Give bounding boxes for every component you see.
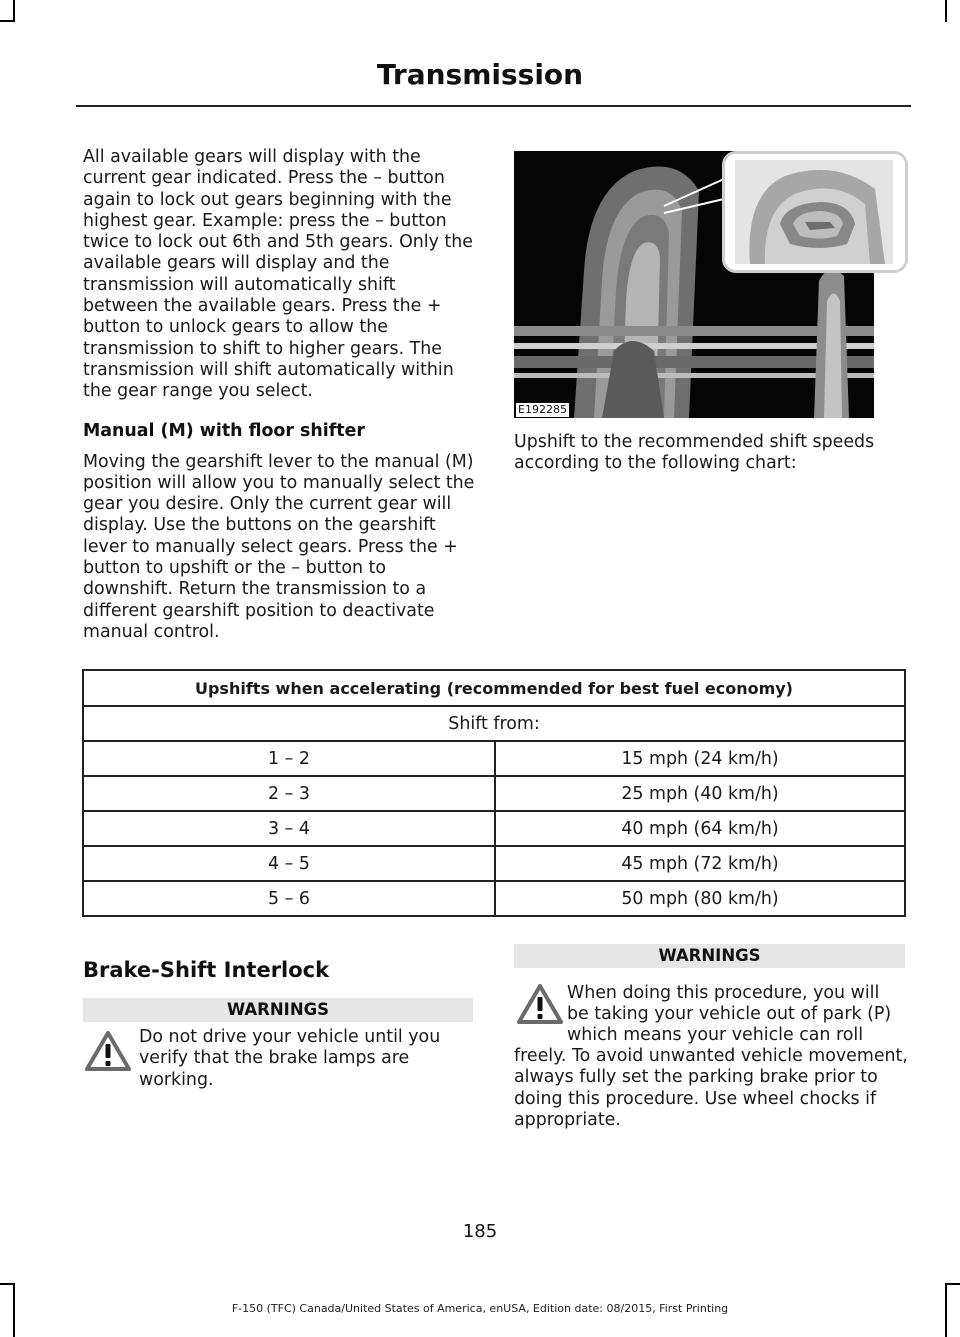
- page-number: 185: [462, 1221, 498, 1242]
- paragraph-upshift-chart-intro: Upshift to the recommended shift speeds according to the following chart:: [514, 432, 875, 474]
- warnings-header-left: WARNINGS: [83, 998, 473, 1022]
- figure-label: E192285: [518, 403, 567, 416]
- shift-button-detail-drawing: [725, 154, 905, 270]
- table-cell-range: 5 – 6: [83, 881, 495, 916]
- table-row: [83, 811, 905, 846]
- page-title: Transmission: [376, 58, 584, 91]
- warning-text-brake-lamps: Do not drive your vehicle until you verify that the brake lamps are working.: [139, 1027, 441, 1090]
- table-row: [83, 741, 905, 776]
- crop-mark-top-left-h: [0, 20, 15, 22]
- table-cell-range: 1 – 2: [83, 741, 495, 776]
- paragraph-gear-lockout: All available gears will display with the current gear indicated. Press the – button again to lock out gears beginning with the highest gear. Example: press the – button twice to lock out 6th and 5th gears. Only the available gears will display and the transmission will automatically shift between the available gears. Press the + button to unlock gears to allow the transmission to shift to higher gears. The transmission will shift automatically within the gear range you select.: [83, 147, 473, 402]
- warning-triangle-icon: [516, 983, 564, 1025]
- table-row: [83, 846, 905, 881]
- table-subheader-row: [83, 706, 905, 741]
- crop-mark-bottom-right-h: [945, 1283, 960, 1285]
- table-row: [83, 776, 905, 811]
- paragraph-manual-mode: Moving the gearshift lever to the manual (M) position will allow you to manually select the gear you desire. Only the current gear will display. Use the buttons on the gearshift lever to manually select gears. Press the + button to upshift or the – button to downshift. Return the transmission to a different gearshift position to deactivate manual control.: [83, 451, 475, 642]
- table-title: Upshifts when accelerating (recommended for best fuel economy): [83, 670, 905, 706]
- table-cell-speed: 45 mph (72 km/h): [495, 846, 905, 881]
- table-cell-range: 4 – 5: [83, 846, 495, 881]
- right-column: [514, 432, 910, 475]
- section-title-brake-shift-interlock: Brake-Shift Interlock: [83, 958, 330, 982]
- table-cell-range: 3 – 4: [83, 811, 495, 846]
- crop-mark-bottom-left-h: [0, 1283, 15, 1285]
- table-cell-range: 2 – 3: [83, 776, 495, 811]
- warning-text-rest: freely. To avoid unwanted vehicle movement, always fully set the parking brake prior to doing this procedure. Use wheel chocks if appropriate.: [514, 1046, 908, 1130]
- upshift-table: [82, 669, 906, 917]
- table-cell-speed: 50 mph (80 km/h): [495, 881, 905, 916]
- warning-text-line-3: which means your vehicle can roll: [567, 1025, 864, 1045]
- warning-triangle-icon: [84, 1030, 132, 1072]
- crop-mark-top-left-v: [13, 0, 15, 22]
- table-subheader: Shift from:: [83, 706, 905, 741]
- left-column: [83, 147, 475, 643]
- warnings-header-right: WARNINGS: [514, 944, 905, 968]
- header-rule: [76, 105, 911, 107]
- table-cell-speed: 25 mph (40 km/h): [495, 776, 905, 811]
- table-cell-speed: 15 mph (24 km/h): [495, 741, 905, 776]
- footer-edition-info: F-150 (TFC) Canada/United States of America, enUSA, Edition date: 08/2015, First Printing: [231, 1302, 729, 1315]
- crop-mark-top-right-v: [945, 0, 947, 22]
- warning-text-line-2: be taking your vehicle out of park (P): [567, 1004, 892, 1024]
- table-title-row: [83, 670, 905, 706]
- warning-text-line-1: When doing this procedure, you will: [567, 983, 880, 1003]
- table-row: [83, 881, 905, 916]
- subheading-manual-floor-shifter: Manual (M) with floor shifter: [83, 420, 365, 441]
- table-cell-speed: 40 mph (64 km/h): [495, 811, 905, 846]
- button-detail-inset: [722, 151, 908, 273]
